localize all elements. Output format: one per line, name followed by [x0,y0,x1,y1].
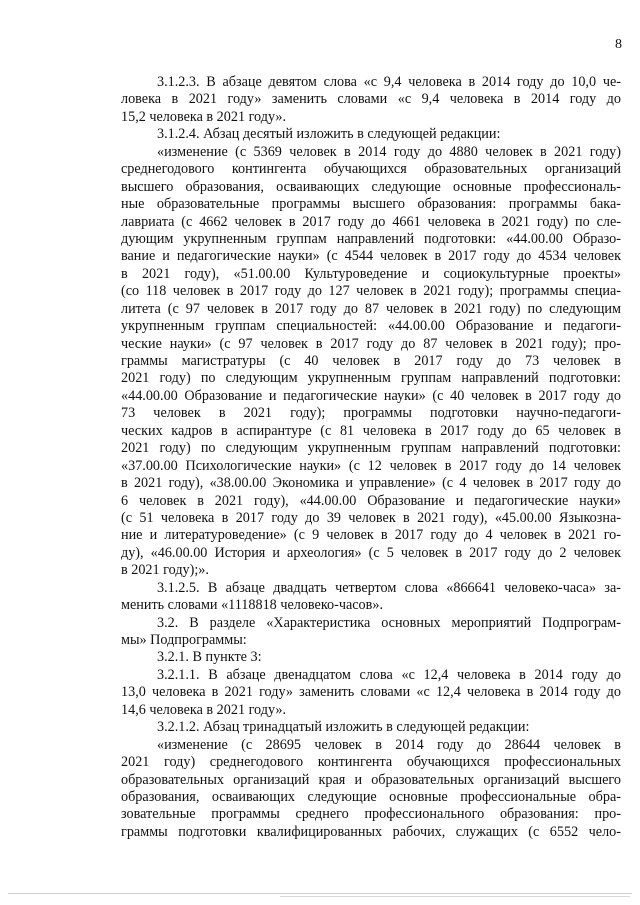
text-line: «изменение (с 28695 человек в 2014 году до 28644 человек в [157,736,621,753]
text-line: (со 118 человек в 2017 году до 127 человек в 2021 году); программы специа- [121,283,621,300]
text-line: среднегодового контингента обучающихся образовательных организаций [121,161,621,178]
text-line: ние и литературоведение» (с 9 человек в 2017 году до 4 человек в 2021 го- [121,527,621,544]
text-line: вание и педагогические науки» (с 4544 человек в 2017 году до 4534 человек [121,248,621,265]
scan-edge-line [280,896,630,897]
text-line: высшего образования, осваивающих следующие основные профессиональ- [121,178,621,195]
text-line: (с 51 человека в 2017 году до 39 человек в 2021 году), «45.00.00 Языкозна- [121,509,621,526]
text-line: в 2021 году), «51.00.00 Культуроведение и социокультурные проекты» [121,265,621,282]
text-line: 2021 году) по следующим укрупненным группам направлений подготовки: [121,370,621,387]
text-line: граммы магистратуры (с 40 человек в 2017 году до 73 человек в [121,353,621,369]
text-line: образования, осваивающих следующие основные профессиональные обра- [121,788,621,805]
text-line: в 2021 году);». [121,562,209,579]
text-line: укрупненным группам специальностей: «44.00.00 Образование и педагоги- [121,318,621,335]
text-line: 3.2. В разделе «Характеристика основных мероприятий Подпрограм- [157,614,621,631]
text-line: 3.1.2.3. В абзаце девятом слова «с 9,4 человека в 2014 году до 10,0 че- [157,74,621,90]
text-line: ду), «46.00.00 История и археология» (с 5 человек в 2017 году до 2 человек [121,544,621,561]
text-line: граммы подготовки квалифицированных рабочих, служащих (с 6552 чело- [121,823,621,840]
text-line: лавриата (с 4662 человек в 2017 году до 4661 человека в 2021 году) по сле- [121,213,621,230]
text-line: ловека в 2021 году» заменить словами «с 9,4 человека в 2014 году до [121,91,621,108]
document-body [121,74,621,841]
text-line: образовательных организаций края и образовательных организаций высшего [121,771,621,788]
text-line: ческие науки» (с 97 человек в 2017 году до 87 человек в 2021 году); про- [121,335,621,352]
text-line: 73 человек в 2021 году); программы подготовки научно-педагоги- [121,405,621,422]
text-line: литета (с 97 человек в 2017 году до 87 человек в 2021 году) по следующим [121,300,621,317]
text-line: 3.2.1. В пункте 3: [157,649,262,666]
text-line: 2021 году) среднегодового контингента обучающихся профессиональных [121,754,621,771]
text-line: менить словами «1118818 человеко-часов». [121,597,383,614]
text-line: в 2021 году), «38.00.00 Экономика и управление» (с 4 человек в 2017 году до [121,475,621,492]
text-line: зовательные программы среднего профессионального образования: про- [121,806,621,823]
text-line: «изменение (с 5369 человек в 2014 году до 4880 человек в 2021 году) [157,143,621,160]
text-line: ческих кадров в аспирантуре (с 81 человека в 2017 году до 65 человек в [121,422,621,439]
page-number: 8 [615,37,622,52]
text-line: 15,2 человека в 2021 году». [121,108,287,125]
text-line: 6 человек в 2021 году), «44.00.00 Образование и педагогические науки» [121,492,621,509]
text-line: 3.2.1.1. В абзаце двенадцатом слова «с 12,4 человека в 2014 году до [157,666,621,683]
text-line: дующим укрупненным группам направлений подготовки: «44.00.00 Образо- [121,230,621,247]
text-line: ные образовательные программы высшего образования: программы бака- [121,196,621,213]
text-line: 3.1.2.5. В абзаце двадцать четвертом слова «866641 человеко-часа» за- [157,579,621,596]
text-line: «44.00.00 Образование и педагогические науки» (с 40 человек в 2017 году до [121,387,621,404]
text-line: 14,6 человека в 2021 году». [121,701,287,718]
scan-edge-line [8,893,632,894]
text-line: 13,0 человека в 2021 году» заменить словами «с 12,4 человека в 2014 году до [121,684,621,701]
text-line: 3.2.1.2. Абзац тринадцатый изложить в следующей редакции: [157,719,530,736]
text-line: мы» Подпрограммы: [121,632,247,648]
text-line: 3.1.2.4. Абзац десятый изложить в следующей редакции: [157,126,501,143]
text-line: «37.00.00 Психологические науки» (с 12 человек в 2017 году до 14 человек [121,457,621,474]
text-line: 2021 году) по следующим укрупненным группам направлений подготовки: [121,440,621,457]
